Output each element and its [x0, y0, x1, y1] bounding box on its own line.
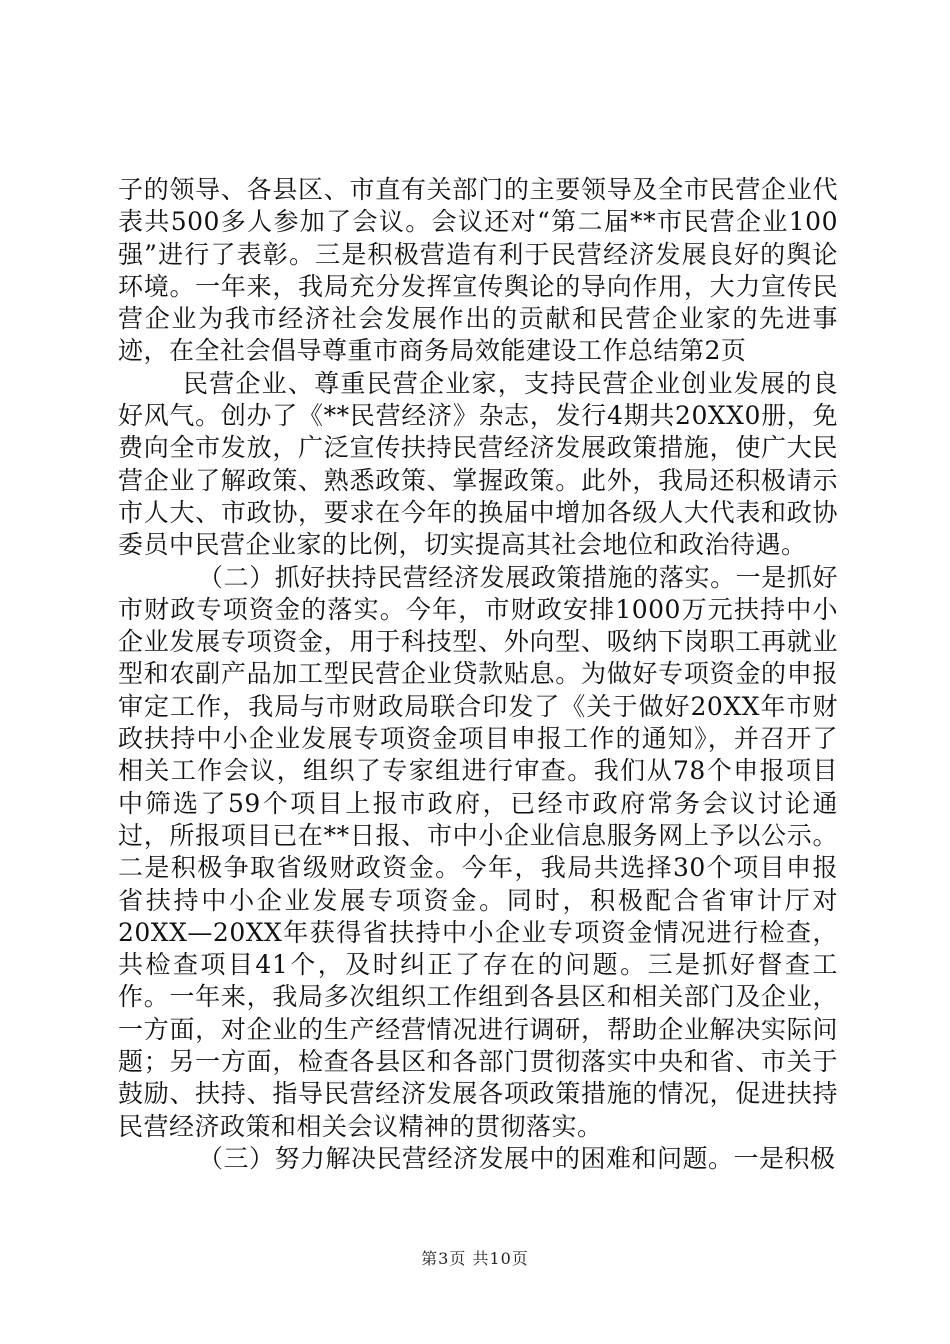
paragraph-2: 民营企业、尊重民营企业家，支持民营企业创业发展的良好风气。创办了《**民营经济》杂志，发行4期共20XX0册，免费向全市发放，广泛宣传扶持民营经济发展政策措施，使广大民营企业了解政策、熟悉政策、掌握政策。此外，我局还积极请示市人大、市政协，要求在今年的换届中增加各级人大代表和政协委员中民营企业家的比例，切实提高其社会地位和政治待遇。 — [118, 368, 838, 560]
document-body — [118, 174, 838, 1175]
paragraph-1: 子的领导、各县区、市直有关部门的主要领导及全市民营企业代表共500多人参加了会议。会议还对“第二届**市民营企业100强”进行了表彰。三是积极营造有利于民营经济发展良好的舆论环境。一年来，我局充分发挥宣传舆论的导向作用，大力宣传民营企业为我市经济社会发展作出的贡献和民营企业家的先进事迹，在全社会倡导尊重市商务局效能建设工作总结第2页 — [118, 175, 838, 366]
paragraph-3: （二）抓好扶持民营经济发展政策措施的落实。一是抓好市财政专项资金的落实。今年，市财政安排1000万元扶持中小企业发展专项资金，用于科技型、外向型、吸纳下岗职工再就业型和农副产品加工型民营企业贷款贴息。为做好专项资金的申报审定工作，我局与市财政局联合印发了《关于做好20XX年市财政扶持中小企业发展专项资金项目申报工作的通知》，并召开了相关工作会议，组织了专家组进行审查。我们从78个申报项目中筛选了59个项目上报市政府，已经市政府常务会议讨论通过，所报项目已在**日报、市中小企业信息服务网上予以公示。二是积极争取省级财政资金。今年，我局共选择30个项目申报省扶持中小企业发展专项资金。同时，积极配合省审计厅对20XX—20XX年获得省扶持中小企业专项资金情况进行检查，共检查项目41个，及时纠正了存在的问题。三是抓好督查工作。一年来，我局多次组织工作组到各县区和相关部门及企业，一方面，对企业的生产经营情况进行调研，帮助企业解决实际问题；另一方面，检查各县区和各部门贯彻落实中央和省、市关于鼓励、扶持、指导民营经济发展各项政策措施的情况，促进扶持民营经济政策和相关会议精神的贯彻落实。 — [118, 562, 838, 1141]
paragraph-4: （三）努力解决民营经济发展中的困难和问题。一是积极 — [198, 1143, 836, 1173]
page-number: 第3页 共10页 — [421, 1249, 529, 1268]
